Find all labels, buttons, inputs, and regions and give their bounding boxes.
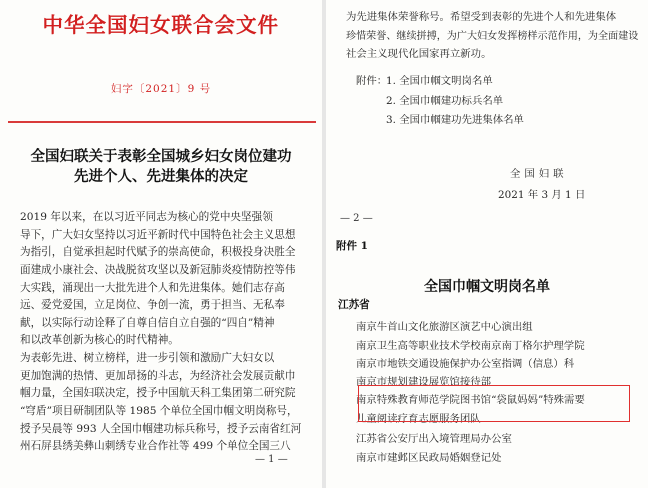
document-header: 中华全国妇女联合会文件 [42, 13, 279, 37]
body-line: 更加饱满的热情、更加昂扬的斗志，为经济社会发展贡献巾 [20, 370, 296, 382]
document-title-line: 先进个人、先进集体的决定 [74, 168, 248, 185]
list-item: 南京市地铁交通设施保护办公室指调（信息）科 [356, 358, 575, 370]
body-line: 和以改革创新为核心的时代精神。 [20, 334, 179, 346]
body-line: 为先进集体荣誉称号。希望受到表彰的先进个人和先进集体 [346, 11, 617, 23]
attachments-label: 附件： [356, 75, 388, 87]
attachment-item: 2. 全国巾帼建功标兵名单 [386, 95, 504, 107]
red-divider [8, 121, 316, 123]
signature-date: 2021 年 3 月 1 日 [498, 189, 586, 201]
body-line: 珍惜荣誉、继续拼搏，为广大妇女发挥榜样示范作用，为全面建设 [346, 30, 639, 42]
body-line: 帼力量，全国妇联决定，授予中国航天科工集团第二研究院 [20, 387, 296, 399]
body-line: 2019 年以来，在以习近平同志为核心的党中央坚强领 [20, 211, 273, 223]
body-line: 为表彰先进、树立榜样，进一步引领和激励广大妇女以 [20, 352, 275, 364]
body-line: 献，以实际行动诠释了自尊自信自立自强的“四自”精神 [20, 317, 275, 329]
list-item: 南京卫生高等职业技术学校南京南丁格尔护理学院 [356, 340, 585, 352]
attachment-item: 3. 全国巾帼建功先进集体名单 [386, 114, 524, 126]
list-item: 江苏省公安厅出入境管理局办公室 [356, 433, 512, 445]
attachment-item: 1. 全国巾帼文明岗名单 [386, 75, 493, 87]
signature-org: 全国妇联 [510, 168, 568, 180]
list-item: 南京市建邺区民政局婚姻登记处 [356, 452, 502, 464]
list-item: 南京市规划建设展览馆接待部 [356, 376, 492, 388]
body-line: 大实践，涌现出一大批先进个人和先进集体。她们志存高 [20, 282, 285, 294]
body-line: 州石屏县绣美彝山刺绣专业合作社等 499 个单位全国三八 [20, 440, 291, 452]
right-page [326, 0, 648, 488]
body-line: 导下，广大妇女坚持以习近平新时代中国特色社会主义思想 [20, 229, 296, 241]
page-number: — 1 — [255, 454, 288, 465]
province-heading: 江苏省 [338, 299, 370, 311]
annex-title: 全国巾帼文明岗名单 [424, 279, 550, 295]
left-page [0, 0, 322, 488]
list-item: 南京特殊教育师范学院图书馆“袋鼠妈妈”特殊需要 [356, 394, 585, 406]
body-line: 远、爱党爱国，立足岗位、争创一流，勇于担当、无私奉 [20, 299, 285, 311]
body-line: “穹盾”项目研制团队等 1985 个单位全国巾帼文明岗称号， [20, 405, 298, 417]
list-item: 南京牛首山文化旅游区演艺中心演出组 [356, 321, 533, 333]
body-line: 授予吴晨等 993 人全国巾帼建功标兵称号，授予云南省红河 [20, 423, 302, 435]
document-number: 妇字〔2021〕9 号 [110, 83, 212, 95]
annex-label: 附件 1 [336, 240, 368, 252]
list-item: 儿童阅读疗育志愿服务团队 [356, 413, 481, 425]
document-title-line: 全国妇联关于表彰全国城乡妇女岗位建功 [30, 148, 292, 165]
page-number: — 2 — [340, 213, 373, 224]
body-line: 面建成小康社会、决战脱贫攻坚以及新冠肺炎疫情防控等伟 [20, 264, 296, 276]
highlight-box [358, 385, 630, 422]
body-line: 社会主义现代化国家再立新功。 [346, 48, 492, 60]
body-line: 为指引，自觉承担起时代赋予的崇高使命，积极投身决胜全 [20, 246, 296, 258]
